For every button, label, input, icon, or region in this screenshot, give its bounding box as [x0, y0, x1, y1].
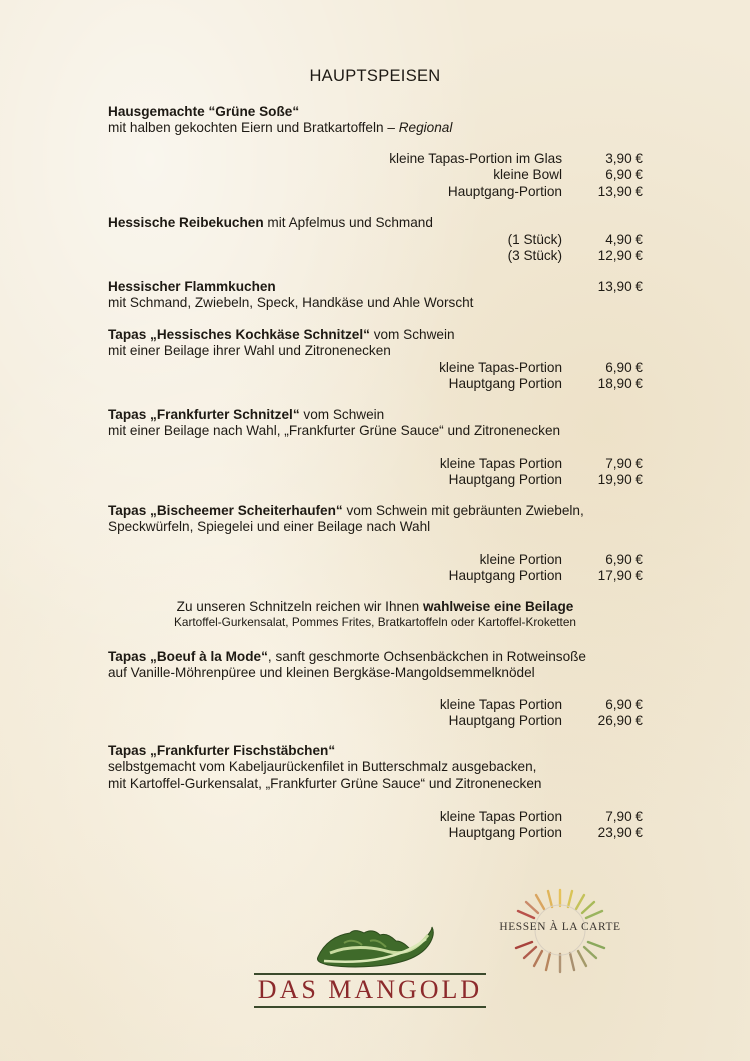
portion-label: kleine Tapas-Portion im Glas [389, 151, 562, 166]
note-text: Zu unseren Schnitzeln reichen wir Ihnen [176, 599, 423, 614]
portion-label: kleine Tapas-Portion [439, 360, 562, 375]
price-row [108, 456, 643, 472]
portion-price: 26,90 € [597, 713, 643, 729]
price-row [108, 376, 643, 392]
dish-name: Tapas „Boeuf à la Mode“ [108, 649, 268, 664]
price-list [108, 697, 643, 730]
price-row [108, 552, 643, 568]
portion-price: 12,90 € [597, 248, 643, 264]
price-row [108, 167, 643, 183]
hessen-a-la-carte-logo [494, 886, 626, 974]
portion-label: Hauptgang-Portion [447, 183, 562, 199]
portion-label: Hauptgang Portion [448, 472, 562, 488]
price-row [108, 184, 643, 200]
dish-price: 13,90 € [597, 279, 643, 294]
portion-price: 23,90 € [597, 825, 643, 841]
portion-price: 3,90 € [605, 151, 643, 166]
portion-price: 6,90 € [605, 697, 643, 712]
price-row [108, 360, 643, 376]
price-list [108, 552, 643, 585]
dish-description: selbstgemacht vom Kabeljaurückenfilet in Butterschmalz ausgebacken, [108, 759, 537, 775]
dish-name: Tapas „Bischeemer Scheiterhaufen“ [108, 503, 343, 518]
portion-label: kleine Portion [479, 552, 562, 567]
dish-name-suffix: vom Schwein mit gebräunten Zwiebeln, [342, 503, 584, 518]
restaurant-name: DAS MANGOLD [257, 975, 483, 1004]
portion-label: kleine Tapas Portion [439, 456, 562, 471]
dish-description: Speckwürfeln, Spiegelei und einer Beilage nach Wahl [108, 519, 431, 535]
price-row [108, 151, 643, 167]
dish-name: Tapas „Hessisches Kochkäse Schnitzel“ [108, 327, 370, 342]
price-list [108, 809, 643, 842]
dish-description: mit Apfelmus und Schmand [263, 215, 433, 230]
note-emphasis: wahlweise eine Beilage [422, 599, 574, 614]
dish-description: mit einer Beilage nach Wahl, „Frankfurter Grüne Sauce“ und Zitronenecken [108, 423, 561, 439]
portion-price: 6,90 € [605, 552, 643, 567]
price-row [108, 713, 643, 729]
dish-description: auf Vanille-Möhrenpüree und kleinen Bergkäse-Mangoldsemmelknödel [108, 665, 535, 681]
dish-reibekuchen [108, 215, 648, 231]
portion-price: 4,90 € [605, 232, 643, 247]
price-row [108, 697, 643, 713]
portion-price: 7,90 € [605, 456, 643, 471]
portion-label: Hauptgang Portion [448, 376, 562, 392]
portion-label: Hauptgang Portion [448, 568, 562, 584]
dish-fischstaebchen [108, 743, 648, 792]
price-row [108, 568, 643, 584]
portion-label: kleine Tapas Portion [439, 809, 562, 824]
portion-label: kleine Bowl [493, 167, 562, 183]
dish-name: Hessischer Flammkuchen [108, 279, 276, 294]
portion-price: 18,90 € [597, 376, 643, 392]
portion-label: (1 Stück) [507, 232, 562, 247]
dish-name-suffix: , sanft geschmorte Ochsenbäckchen in Rotweinsoße [267, 649, 586, 664]
portion-price: 6,90 € [605, 167, 643, 183]
dish-name: Tapas „Frankfurter Fischstäbchen“ [108, 743, 336, 758]
partner-name: HESSEN À LA CARTE [499, 921, 621, 933]
dish-name-suffix: vom Schwein [299, 407, 385, 422]
dish-scheiterhaufen [108, 503, 648, 536]
portion-price: 17,90 € [597, 568, 643, 584]
dish-boeuf-a-la-mode [108, 649, 648, 682]
dish-description: mit halben gekochten Eiern und Bratkartoffeln – [108, 120, 399, 136]
dish-gruene-sosse [108, 104, 648, 137]
price-list [108, 232, 643, 265]
dish-name: Hessische Reibekuchen [108, 215, 264, 230]
portion-label: Hauptgang Portion [448, 713, 562, 729]
portion-price: 6,90 € [605, 360, 643, 375]
dish-frankfurter-schnitzel [108, 407, 648, 440]
portion-price: 19,90 € [597, 472, 643, 488]
price-row [108, 809, 643, 825]
dish-name: Tapas „Frankfurter Schnitzel“ [108, 407, 300, 422]
price-row [108, 232, 643, 248]
price-list [108, 360, 643, 393]
dish-tag: Regional [398, 120, 453, 136]
note-side-options: Kartoffel-Gurkensalat, Pommes Frites, Bratkartoffeln oder Kartoffel-Kroketten [174, 615, 576, 630]
dish-flammkuchen [108, 279, 648, 312]
price-list [108, 151, 643, 200]
portion-label: (3 Stück) [507, 248, 562, 264]
divider-bottom [254, 1006, 486, 1008]
side-dish-note [0, 599, 750, 630]
portion-price: 13,90 € [597, 183, 643, 199]
portion-label: kleine Tapas Portion [439, 697, 562, 712]
price-row [108, 472, 643, 488]
dish-name-suffix: vom Schwein [369, 327, 455, 342]
portion-label: Hauptgang Portion [448, 825, 562, 841]
price-row [108, 248, 643, 264]
dish-kochkaese-schnitzel [108, 327, 648, 360]
portion-price: 7,90 € [605, 809, 643, 824]
price-row [108, 825, 643, 841]
dish-description: mit Schmand, Zwiebeln, Speck, Handkäse und Ahle Worscht [108, 295, 474, 311]
page-title: HAUPTSPEISEN [309, 67, 441, 85]
dish-name: Hausgemachte “Grüne Soße“ [108, 104, 300, 119]
leaf-icon [254, 925, 486, 971]
dish-description: mit einer Beilage ihrer Wahl und Zitronenecken [108, 343, 391, 359]
dish-description: mit Kartoffel-Gurkensalat, „Frankfurter Grüne Sauce“ und Zitronenecken [108, 775, 542, 791]
price-list [108, 456, 643, 489]
das-mangold-logo [254, 925, 486, 1009]
